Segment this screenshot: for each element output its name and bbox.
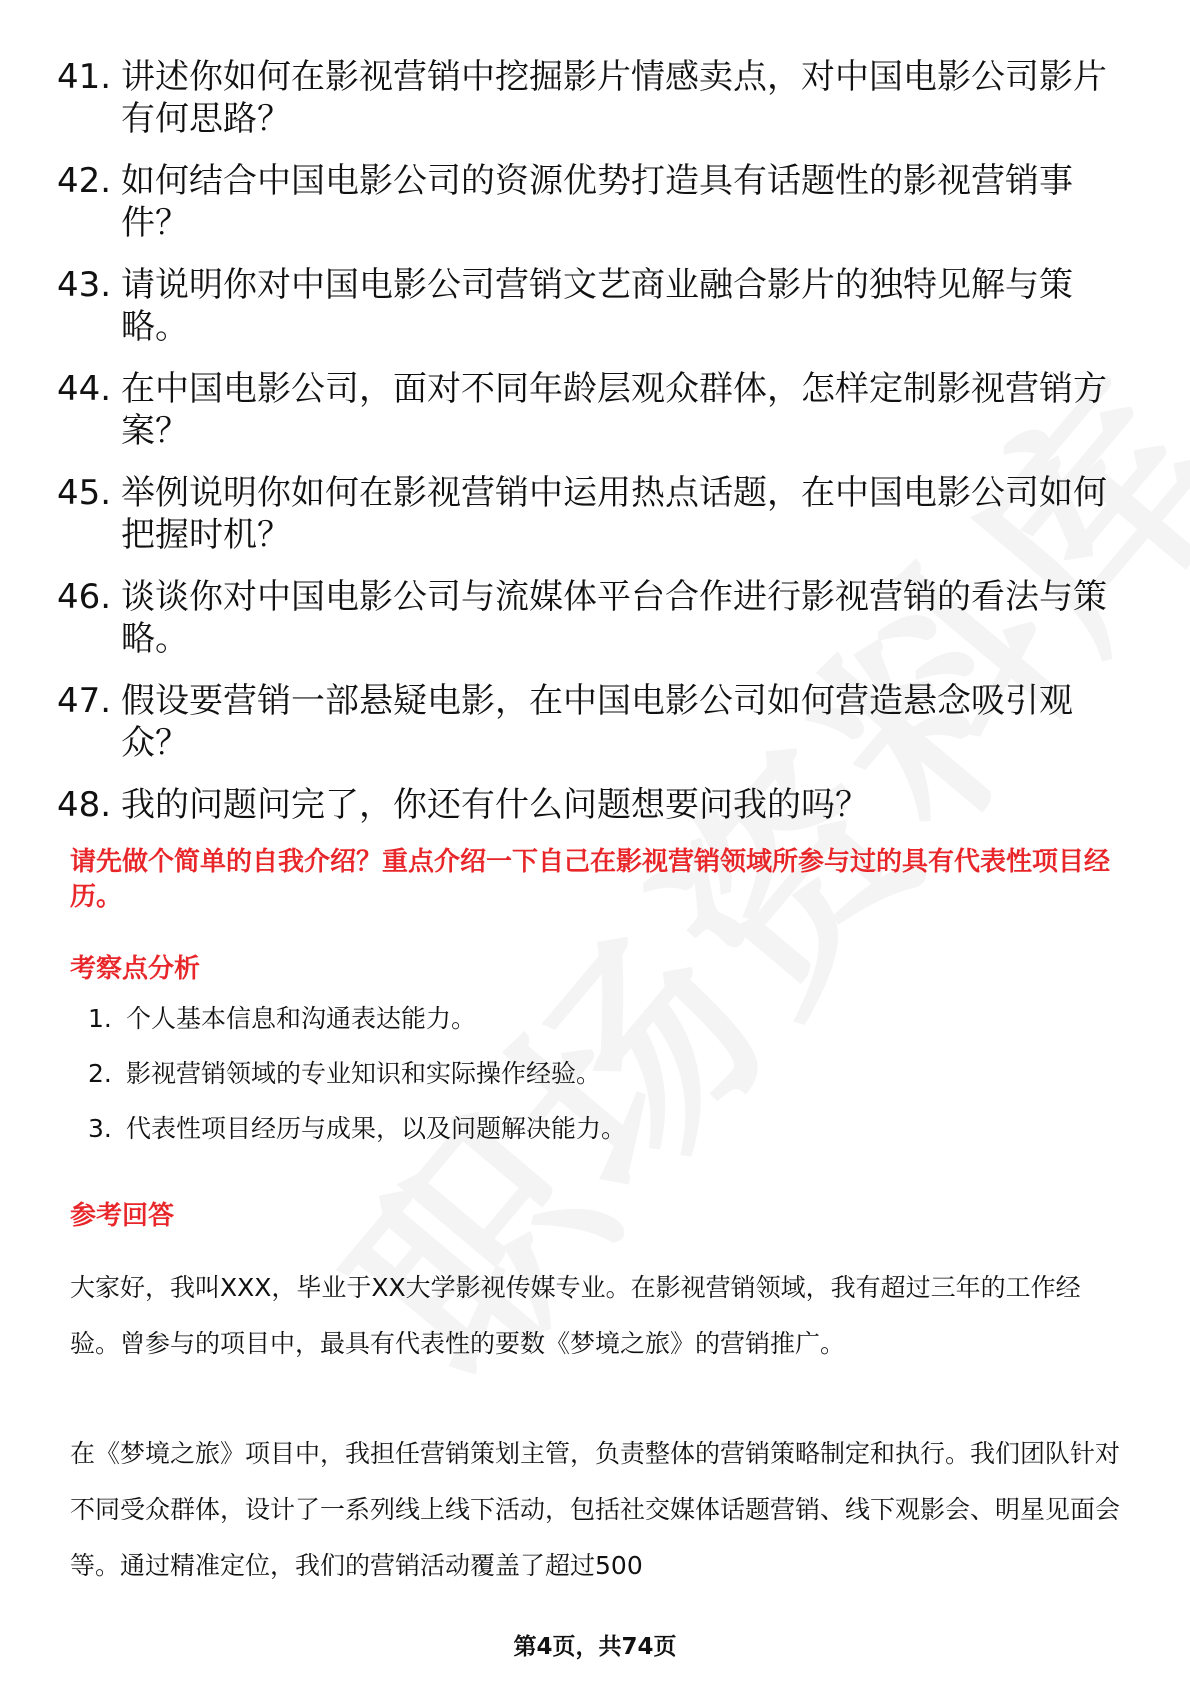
question-number: 41. bbox=[57, 57, 112, 97]
highlight-question: 请先做个简单的自我介绍？重点介绍一下自己在影视营销领域所参与过的具有代表性项目经历。 bbox=[70, 847, 1111, 912]
analysis-text: 代表性项目经历与成果，以及问题解决能力。 bbox=[126, 1114, 627, 1143]
answer-heading: 参考回答 bbox=[70, 1201, 175, 1231]
question-item bbox=[57, 56, 1127, 140]
analysis-item bbox=[88, 1058, 626, 1090]
analysis-number: 2. bbox=[88, 1059, 112, 1088]
analysis-item bbox=[88, 1113, 626, 1145]
analysis-item bbox=[88, 1003, 626, 1035]
question-text: 假设要营销一部悬疑电影，在中国电影公司如何营造悬念吸引观众？ bbox=[121, 681, 1073, 763]
question-text: 我的问题问完了，你还有什么问题想要问我的吗？ bbox=[121, 785, 869, 825]
question-number: 47. bbox=[57, 681, 112, 721]
analysis-text: 影视营销领域的专业知识和实际操作经验。 bbox=[126, 1059, 602, 1088]
question-item bbox=[57, 264, 1127, 348]
question-number: 44. bbox=[57, 369, 112, 409]
question-number: 46. bbox=[57, 577, 112, 617]
question-number: 43. bbox=[57, 265, 112, 305]
answer-paragraph: 在《梦境之旅》项目中，我担任营销策划主管，负责整体的营销策略制定和执行。我们团队针对不同受众群体，设计了一系列线上线下活动，包括社交媒体话题营销、线下观影会、明星见面会等。通过精准定位，我们的营销活动覆盖了超过500 bbox=[70, 1439, 1121, 1580]
answer-paragraph: 大家好，我叫XXX，毕业于XX大学影视传媒专业。在影视营销领域，我有超过三年的工作经验。曾参与的项目中，最具有代表性的要数《梦境之旅》的营销推广。 bbox=[70, 1273, 1081, 1358]
page-footer: 第4页，共74页 bbox=[513, 1634, 677, 1660]
analysis-number: 3. bbox=[88, 1114, 112, 1143]
question-number: 42. bbox=[57, 161, 112, 201]
question-item bbox=[57, 472, 1127, 556]
analysis-list bbox=[88, 1003, 626, 1168]
question-item bbox=[57, 368, 1127, 452]
question-item bbox=[57, 576, 1127, 660]
analysis-text: 个人基本信息和沟通表达能力。 bbox=[126, 1004, 477, 1033]
analysis-number: 1. bbox=[88, 1004, 112, 1033]
analysis-heading: 考察点分析 bbox=[70, 954, 201, 984]
question-text: 请说明你对中国电影公司营销文艺商业融合影片的独特见解与策略。 bbox=[121, 265, 1073, 347]
question-text: 讲述你如何在影视营销中挖掘影片情感卖点，对中国电影公司影片有何思路？ bbox=[121, 57, 1107, 139]
question-text: 如何结合中国电影公司的资源优势打造具有话题性的影视营销事件？ bbox=[121, 161, 1073, 243]
question-text: 举例说明你如何在影视营销中运用热点话题，在中国电影公司如何把握时机？ bbox=[121, 473, 1107, 555]
question-list bbox=[57, 56, 1127, 846]
question-item bbox=[57, 160, 1127, 244]
question-item bbox=[57, 784, 1127, 826]
question-text: 谈谈你对中国电影公司与流媒体平台合作进行影视营销的看法与策略。 bbox=[121, 577, 1107, 659]
question-number: 48. bbox=[57, 785, 112, 825]
question-number: 45. bbox=[57, 473, 112, 513]
question-item bbox=[57, 680, 1127, 764]
question-text: 在中国电影公司，面对不同年龄层观众群体，怎样定制影视营销方案？ bbox=[121, 369, 1107, 451]
